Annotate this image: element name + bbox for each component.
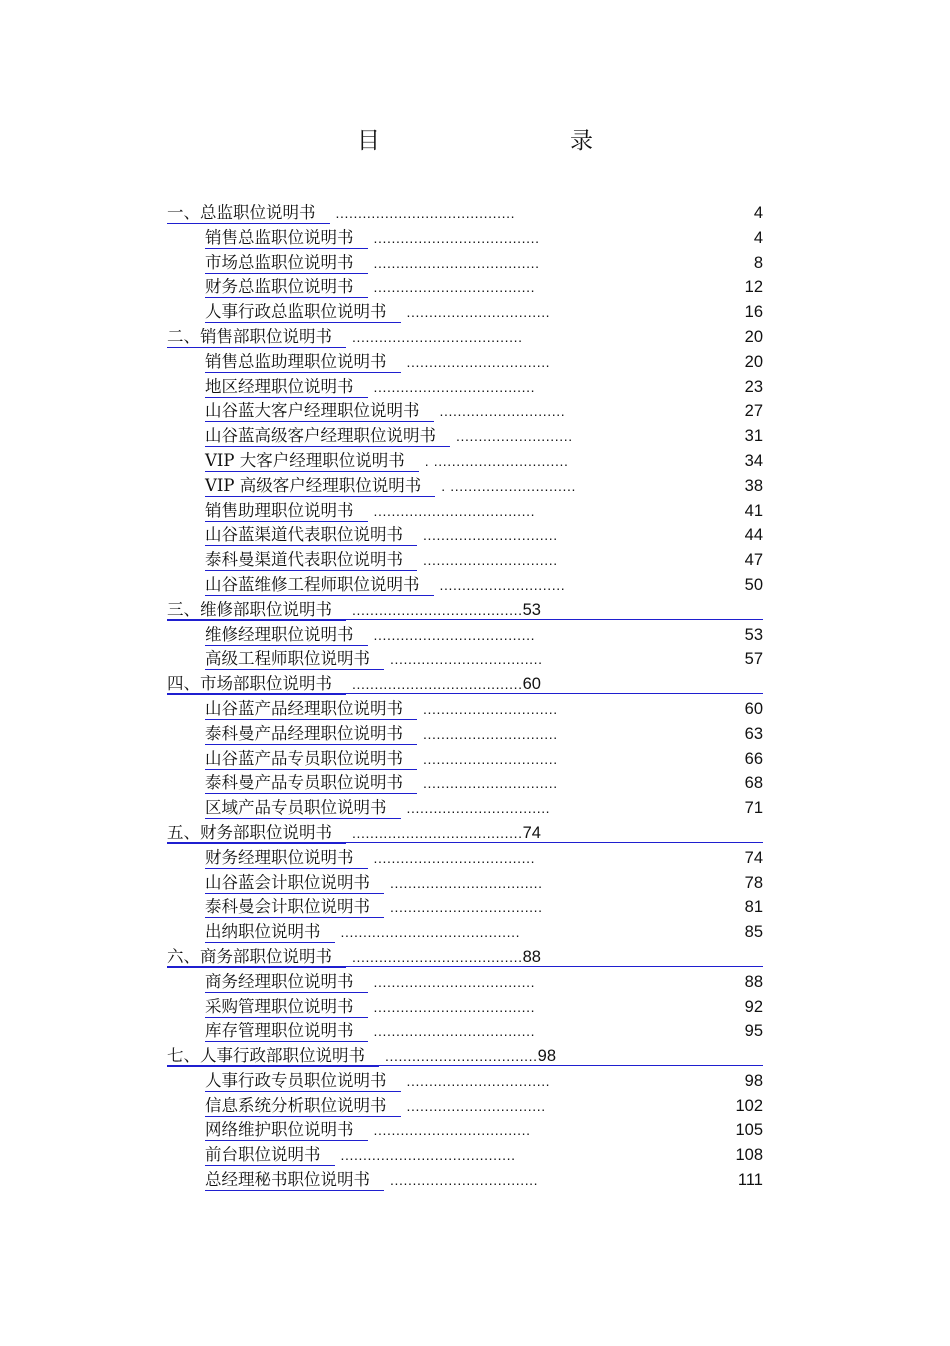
toc-entry-label[interactable]: 库存管理职位说明书 — [205, 1021, 368, 1042]
toc-entry-label[interactable]: 泰科曼产品专员职位说明书 — [205, 773, 417, 794]
toc-leader-dots: .................................... — [373, 502, 536, 519]
toc-page-number: 16 — [744, 303, 763, 322]
toc-page-number: 50 — [744, 575, 763, 594]
toc-page-number: 71 — [744, 799, 763, 818]
toc-leader-dots: .......................... — [456, 428, 573, 445]
toc-entry[interactable] — [167, 375, 763, 400]
toc-entry[interactable] — [167, 1143, 763, 1168]
toc-page-number: 92 — [744, 997, 763, 1016]
toc-page-number: 53 — [744, 625, 763, 644]
toc-leader-dots: .................................. — [390, 874, 543, 891]
toc-entry-label[interactable]: 二、销售部职位说明书 — [167, 327, 346, 348]
toc-leader-dots: ...................................... — [352, 328, 523, 345]
toc-entry-label[interactable]: 高级工程师职位说明书 — [205, 649, 384, 670]
toc-entry[interactable] — [167, 300, 763, 325]
toc-entry-label[interactable]: 山谷蓝渠道代表职位说明书 — [205, 525, 417, 546]
toc-entry-label[interactable]: VIP 高级客户经理职位说明书 — [205, 476, 435, 497]
toc-page-number: 4 — [753, 204, 763, 222]
toc-page-number: 66 — [744, 749, 763, 768]
toc-entry-label[interactable]: 前台职位说明书 — [205, 1145, 335, 1166]
toc-leader-dots: ..................................... — [373, 229, 540, 246]
toc-leader-dots: ........................................ — [340, 924, 521, 941]
toc-underline — [167, 619, 763, 620]
toc-leader-dots: ........................................ — [335, 205, 516, 221]
toc-entry-label[interactable]: 维修经理职位说明书 — [205, 625, 368, 646]
toc-page-number: 27 — [744, 402, 763, 421]
toc-leader-dots: ................................. — [390, 1172, 539, 1189]
toc-section-entry[interactable] — [167, 201, 763, 226]
toc-page-number: 98 — [744, 1071, 763, 1090]
toc-entry-label[interactable]: 销售总监助理职位说明书 — [205, 352, 401, 373]
toc-entry[interactable] — [167, 796, 763, 821]
toc-entry-label[interactable]: 山谷蓝会计职位说明书 — [205, 873, 384, 894]
toc-entry[interactable] — [167, 697, 763, 722]
toc-page-number: 98 — [537, 1047, 557, 1066]
toc-page-number: 60 — [522, 675, 541, 694]
toc-entry[interactable] — [167, 275, 763, 300]
toc-leader-dots: ................................ — [406, 304, 551, 321]
toc-page-number: 41 — [744, 501, 763, 520]
toc-entry-label[interactable]: 山谷蓝高级客户经理职位说明书 — [205, 426, 450, 447]
toc-entry-label[interactable]: 销售总监职位说明书 — [205, 228, 368, 249]
toc-leader-dots: ....................................... — [340, 1147, 516, 1164]
toc-leader-dots: ...................................... — [352, 948, 523, 965]
toc-entry-label[interactable]: 三、维修部职位说明书 — [167, 600, 346, 621]
toc-entry-label[interactable]: 区域产品专员职位说明书 — [205, 798, 401, 819]
toc-leader-dots: .............................. — [423, 700, 558, 717]
toc-entry[interactable] — [167, 350, 763, 375]
toc-page-number: 74 — [522, 823, 541, 842]
toc-entry[interactable] — [167, 523, 763, 548]
toc-entry[interactable] — [167, 548, 763, 573]
toc-entry-label[interactable]: 五、财务部职位说明书 — [167, 823, 346, 844]
toc-page-number: 85 — [744, 923, 763, 942]
toc-leader-dots: ..................................... — [373, 254, 540, 271]
toc-entry[interactable] — [167, 251, 763, 276]
toc-entry-label[interactable]: 山谷蓝产品经理职位说明书 — [205, 699, 417, 720]
toc-page-number: 20 — [744, 327, 763, 346]
toc-page-number: 38 — [744, 476, 763, 495]
toc-page-number: 20 — [744, 352, 763, 371]
toc-page-number: 78 — [744, 873, 763, 892]
toc-entry[interactable] — [167, 474, 763, 499]
toc-entry-label[interactable]: 网络维护职位说明书 — [205, 1120, 368, 1141]
toc-entry-label[interactable]: 商务经理职位说明书 — [205, 972, 368, 993]
toc-entry-label[interactable]: VIP 大客户经理职位说明书 — [205, 451, 419, 472]
toc-entry[interactable] — [167, 1069, 763, 1094]
toc-entry-label[interactable]: 四、市场部职位说明书 — [167, 674, 346, 695]
toc-leader-dots: .................................... — [373, 378, 536, 395]
toc-entry-label[interactable]: 泰科曼渠道代表职位说明书 — [205, 550, 417, 571]
toc-page-number: 8 — [753, 253, 763, 272]
toc-entry-label[interactable]: 信息系统分析职位说明书 — [205, 1096, 401, 1117]
toc-entry[interactable] — [167, 722, 763, 747]
toc-entry[interactable] — [167, 920, 763, 945]
toc-leader-dots: ................................ — [406, 1072, 551, 1089]
toc-section-entry[interactable] — [167, 821, 763, 846]
toc-leader-dots: . ............................ — [441, 477, 576, 494]
toc-leader-dots: .............................. — [423, 527, 558, 544]
toc-leader-dots: . .............................. — [424, 452, 569, 469]
toc-entry-label[interactable]: 地区经理职位说明书 — [205, 377, 368, 398]
toc-section-entry[interactable] — [167, 1044, 763, 1069]
toc-leader-dots: .................................... — [373, 998, 536, 1015]
toc-leader-dots: .............................. — [423, 552, 558, 569]
toc-entry[interactable] — [167, 995, 763, 1020]
toc-entry[interactable] — [167, 399, 763, 424]
toc-entry[interactable] — [167, 623, 763, 648]
toc-leader-dots: .................................. — [390, 899, 543, 916]
toc-entry-label[interactable]: 市场总监职位说明书 — [205, 253, 368, 274]
toc-leader-dots: ............................... — [406, 1097, 546, 1114]
toc-entry-label[interactable]: 总经理秘书职位说明书 — [205, 1170, 384, 1191]
toc-entry-label[interactable]: 人事行政总监职位说明书 — [205, 302, 401, 323]
toc-entry[interactable] — [167, 647, 763, 672]
toc-leader-dots: .................................. — [390, 651, 543, 668]
toc-leader-dots: .................................... — [373, 279, 536, 296]
toc-entry-label[interactable]: 山谷蓝产品专员职位说明书 — [205, 749, 417, 770]
toc-entry-label[interactable]: 销售助理职位说明书 — [205, 501, 368, 522]
toc-entry[interactable] — [167, 226, 763, 251]
toc-entry[interactable] — [167, 1118, 763, 1143]
toc-leader-dots: ............................ — [439, 403, 566, 420]
toc-leader-dots: .............................. — [423, 775, 558, 792]
toc-page-number: 44 — [744, 526, 763, 545]
toc-entry[interactable] — [167, 573, 763, 598]
toc-entry-label[interactable]: 泰科曼产品经理职位说明书 — [205, 724, 417, 745]
toc-section-entry[interactable] — [167, 325, 763, 350]
toc-entry[interactable] — [167, 970, 763, 995]
toc-page-number: 68 — [744, 774, 763, 793]
toc-page-number: 53 — [522, 600, 541, 619]
toc-underline — [167, 842, 763, 843]
toc-entry[interactable] — [167, 424, 763, 449]
toc-page-number: 4 — [753, 228, 763, 247]
toc-leader-dots: ................................... — [373, 1122, 531, 1139]
toc-entry-label[interactable]: 采购管理职位说明书 — [205, 997, 368, 1018]
toc-entry-label[interactable]: 财务经理职位说明书 — [205, 848, 368, 869]
toc-underline — [167, 693, 763, 694]
toc-entry-label[interactable]: 山谷蓝维修工程师职位说明书 — [205, 575, 434, 596]
toc-section-entry[interactable] — [167, 945, 763, 970]
toc-entry-label[interactable]: 一、总监职位说明书 — [167, 203, 330, 224]
toc-underline — [167, 966, 763, 967]
toc-entry[interactable] — [167, 1019, 763, 1044]
toc-entry-label[interactable]: 六、商务部职位说明书 — [167, 947, 346, 968]
toc-leader-dots: ...................................... — [352, 601, 523, 618]
toc-page-number: 111 — [737, 1171, 763, 1190]
toc-page-number: 88 — [744, 972, 763, 991]
toc-page-number: 12 — [744, 278, 763, 297]
toc-page-number: 63 — [744, 724, 763, 743]
toc-page-number: 74 — [744, 848, 763, 867]
toc-entry[interactable] — [167, 846, 763, 871]
toc-leader-dots: ...................................... — [352, 824, 523, 841]
toc-entry[interactable] — [167, 771, 763, 796]
toc-page-number: 57 — [744, 650, 763, 669]
toc-entry-label[interactable]: 七、人事行政部职位说明书 — [167, 1046, 379, 1067]
toc-entry[interactable] — [167, 871, 763, 896]
toc-leader-dots: .................................... — [373, 1023, 536, 1040]
page-title: 目 录 — [357, 128, 641, 154]
toc-entry[interactable] — [167, 1168, 763, 1193]
toc-page-number: 34 — [744, 451, 763, 470]
toc-leader-dots: .................................... — [373, 973, 536, 990]
toc-entry-label[interactable]: 财务总监职位说明书 — [205, 277, 368, 298]
toc-page-number: 23 — [744, 377, 763, 396]
toc-leader-dots: .............................. — [423, 725, 558, 742]
toc-entry[interactable] — [167, 747, 763, 772]
toc-underline — [167, 1065, 763, 1066]
toc-entry[interactable] — [167, 499, 763, 524]
toc-leader-dots: ................................ — [406, 353, 551, 370]
toc-page-number: 47 — [744, 551, 763, 570]
toc-leader-dots: ...................................... — [352, 676, 523, 693]
toc-entry[interactable] — [167, 449, 763, 474]
toc-page-number: 88 — [522, 947, 541, 966]
toc-page-number: 102 — [735, 1096, 763, 1115]
toc-entry-label[interactable]: 出纳职位说明书 — [205, 922, 335, 943]
toc-leader-dots: .................................... — [373, 626, 536, 643]
toc-leader-dots: .................................. — [385, 1048, 538, 1065]
toc-leader-dots: ................................ — [406, 800, 551, 817]
toc-leader-dots: .................................... — [373, 849, 536, 866]
table-of-contents — [167, 201, 763, 1193]
toc-entry-label[interactable]: 山谷蓝大客户经理职位说明书 — [205, 401, 434, 422]
toc-page-number: 95 — [744, 1022, 763, 1041]
toc-page-number: 60 — [744, 699, 763, 718]
toc-page-number: 108 — [735, 1146, 763, 1165]
toc-entry[interactable] — [167, 895, 763, 920]
toc-leader-dots: ............................ — [439, 576, 566, 593]
toc-entry-label[interactable]: 人事行政专员职位说明书 — [205, 1071, 401, 1092]
toc-section-entry[interactable] — [167, 672, 763, 697]
toc-entry[interactable] — [167, 1094, 763, 1119]
toc-page-number: 31 — [744, 427, 763, 446]
toc-entry-label[interactable]: 泰科曼会计职位说明书 — [205, 897, 384, 918]
toc-leader-dots: .............................. — [423, 750, 558, 767]
toc-page-number: 81 — [744, 898, 763, 917]
toc-page-number: 105 — [735, 1121, 763, 1140]
toc-section-entry[interactable] — [167, 598, 763, 623]
